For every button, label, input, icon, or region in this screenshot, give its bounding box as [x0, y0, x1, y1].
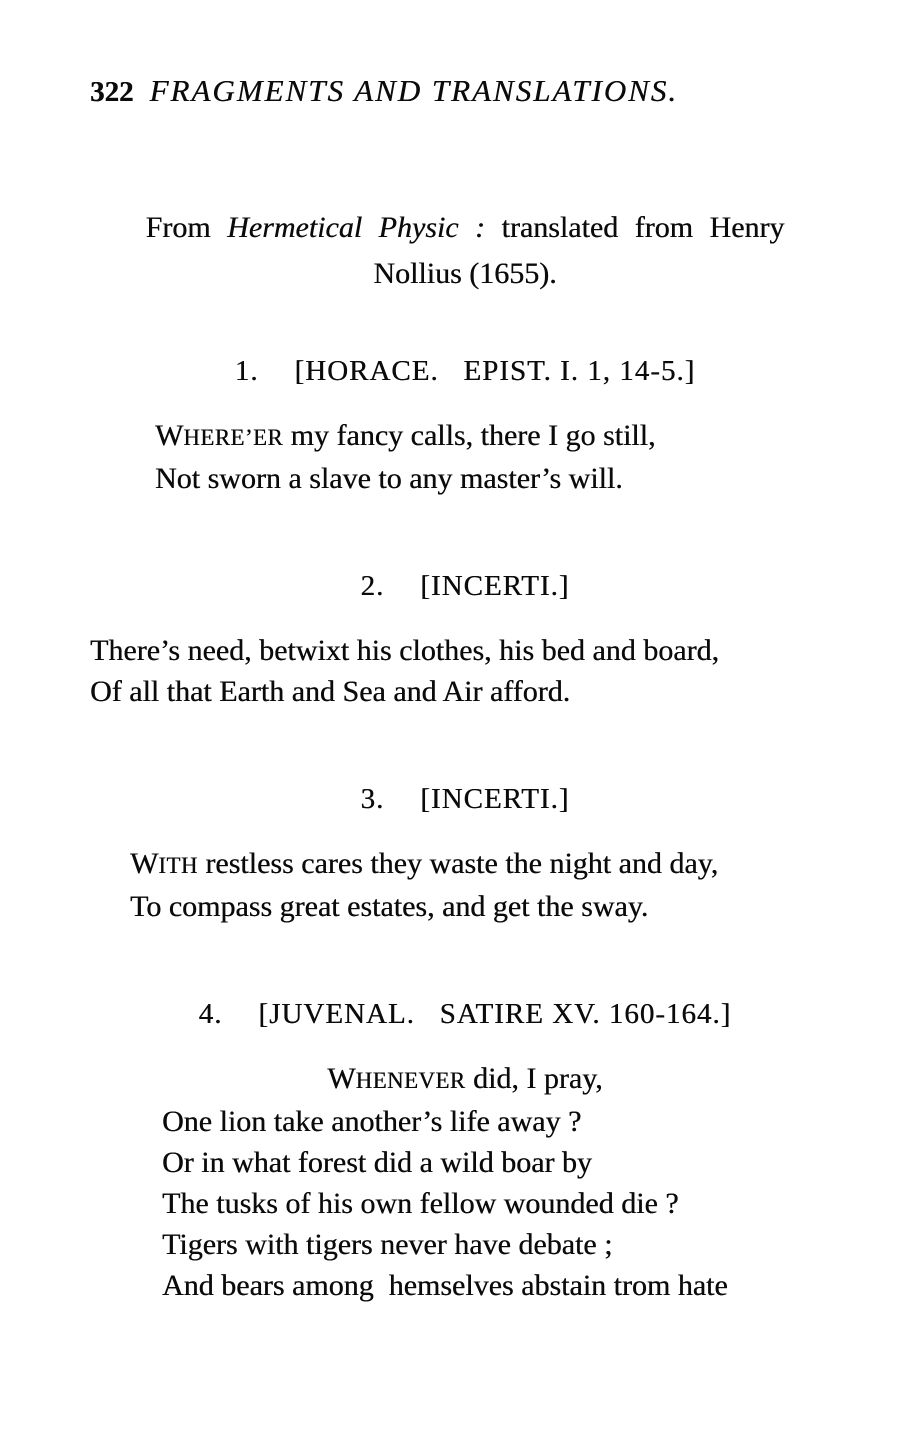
fragment-heading: [90, 998, 840, 1031]
work-title: Hermetical Physic :: [227, 211, 502, 244]
lead-smallcaps: HERE’ER: [183, 425, 284, 450]
verse-line: Not sworn a slave to any master’s will.: [155, 462, 623, 495]
verse-line: Of all that Earth and Sea and Air afford.: [90, 675, 571, 708]
verse-block: [90, 1058, 840, 1306]
lead-capital: W: [155, 419, 184, 452]
fragment-number: 3.: [360, 783, 385, 815]
verse-line: One lion take another’s life away ?: [162, 1105, 582, 1138]
page-number: 322: [90, 76, 134, 108]
running-title: FRAGMENTS AND TRANSLATIONS.: [149, 73, 679, 108]
fragment-title: [HORACE. EPIST. I. 1, 14-5.]: [294, 355, 696, 387]
smallcaps-lead-word: [327, 1062, 465, 1095]
fragment-number: 1.: [234, 355, 259, 387]
lead-smallcaps: HENEVER: [355, 1068, 466, 1093]
fragment-title: [INCERTI.]: [420, 783, 570, 815]
fragment-title: [JUVENAL. SATIRE XV. 160-164.]: [258, 998, 732, 1030]
page-header: [90, 73, 840, 109]
source-attribution-line: Nollius (1655).: [373, 257, 557, 290]
verse-line: And bears among hemselves abstain trom hate: [162, 1269, 728, 1302]
lead-smallcaps: ITH: [158, 853, 198, 878]
verse-line: Or in what forest did a wild boar by: [162, 1146, 592, 1179]
source-text: From: [145, 211, 228, 244]
fragment-heading: [90, 783, 840, 816]
verse-line: WITH restless cares they waste the night and day,: [130, 847, 719, 880]
verse-line: There’s need, betwixt his clothes, his bed and board,: [90, 634, 720, 667]
lead-capital: W: [130, 847, 159, 880]
fragment-number: 4.: [198, 998, 223, 1030]
verse-block: [90, 415, 840, 499]
source-attribution-line: [90, 211, 840, 245]
verse-line: To compass great estates, and get the sway.: [130, 890, 649, 923]
fragment-number: 2.: [360, 570, 385, 602]
verse-line: WHERE’ER my fancy calls, there I go still,: [155, 419, 656, 452]
fragment-section: [90, 570, 840, 712]
fragment-heading: [90, 570, 840, 603]
verse-line: WHENEVER did, I pray,: [327, 1062, 603, 1095]
fragment-section: [90, 998, 840, 1306]
verse-line: The tusks of his own fellow wounded die ?: [162, 1187, 679, 1220]
smallcaps-lead-word: [155, 419, 283, 452]
source-note: [90, 211, 840, 291]
verse-block: [90, 630, 840, 712]
fragments-list: [90, 355, 840, 1306]
fragment-heading: [90, 355, 840, 388]
fragment-section: [90, 355, 840, 499]
lead-capital: W: [327, 1062, 356, 1095]
fragment-section: [90, 783, 840, 927]
verse-block: [90, 843, 840, 927]
source-text: translated from Henry: [501, 211, 785, 244]
fragment-title: [INCERTI.]: [420, 570, 570, 602]
verse-line: Tigers with tigers never have debate ;: [162, 1228, 613, 1261]
smallcaps-lead-word: [130, 847, 198, 880]
